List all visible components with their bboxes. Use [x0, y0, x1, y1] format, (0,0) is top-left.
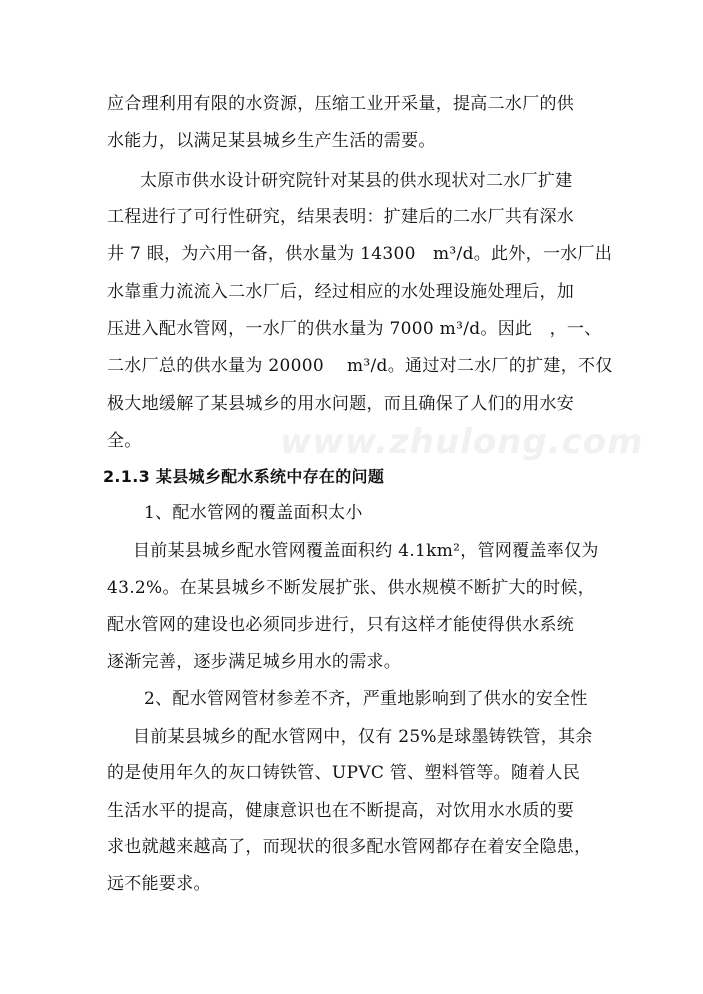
paragraph-line: 配水管网的建设也必须同步进行，只有这样才能使得供水系统 [107, 615, 575, 635]
paragraph-line: 井 7 眼，为六用一备，供水量为 14300 m³/d。此外，一水厂出 [107, 244, 613, 264]
paragraph-line: 全。 [107, 431, 142, 451]
watermark: www.zhulong.com [280, 422, 644, 462]
paragraph-line: 水能力，以满足某县城乡生产生活的需要。 [107, 131, 436, 151]
subsection-heading: 1、配水管网的覆盖面积太小 [144, 503, 363, 523]
paragraph-line: 43.2%。在某县城乡不断发展扩张、供水规模不断扩大的时候， [107, 578, 596, 598]
section-heading: 2.1.3 某县城乡配水系统中存在的问题 [103, 467, 385, 486]
paragraph-line: 逐渐完善，逐步满足城乡用水的需求。 [107, 652, 402, 672]
paragraph-line: 应合理利用有限的水资源，压缩工业开采量，提高二水厂的供 [107, 94, 575, 114]
paragraph-line: 压进入配水管网，一水厂的供水量为 7000 m³/d。因此 ，一、 [107, 319, 602, 339]
paragraph-line: 目前某县城乡配水管网覆盖面积约 4.1km²，管网覆盖率仅为 [133, 541, 599, 561]
paragraph-line: 二水厂总的供水量为 20000 m³/d。通过对二水厂的扩建，不仅 [107, 356, 613, 376]
paragraph-line: 水靠重力流流入二水厂后，经过相应的水处理设施处理后，加 [107, 282, 575, 302]
paragraph-line: 极大地缓解了某县城乡的用水问题，而且确保了人们的用水安 [107, 394, 575, 414]
paragraph-line: 目前某县城乡的配水管网中，仅有 25%是球墨铸铁管，其余 [133, 727, 593, 747]
paragraph-line: 生活水平的提高，健康意识也在不断提高，对饮用水水质的要 [107, 801, 575, 821]
paragraph-line: 的是使用年久的灰口铸铁管、UPVC 管、塑料管等。随着人民 [107, 763, 581, 783]
paragraph-line: 工程进行了可行性研究，结果表明：扩建后的二水厂共有深水 [107, 207, 575, 227]
paragraph-line: 太原市供水设计研究院针对某县的供水现状对二水厂扩建 [140, 171, 573, 191]
subsection-heading: 2、配水管网管材参差不齐，严重地影响到了供水的安全性 [144, 689, 588, 709]
paragraph-line: 求也就越来越高了，而现状的很多配水管网都存在着安全隐患， [107, 837, 592, 857]
paragraph-line: 远不能要求。 [107, 874, 211, 894]
